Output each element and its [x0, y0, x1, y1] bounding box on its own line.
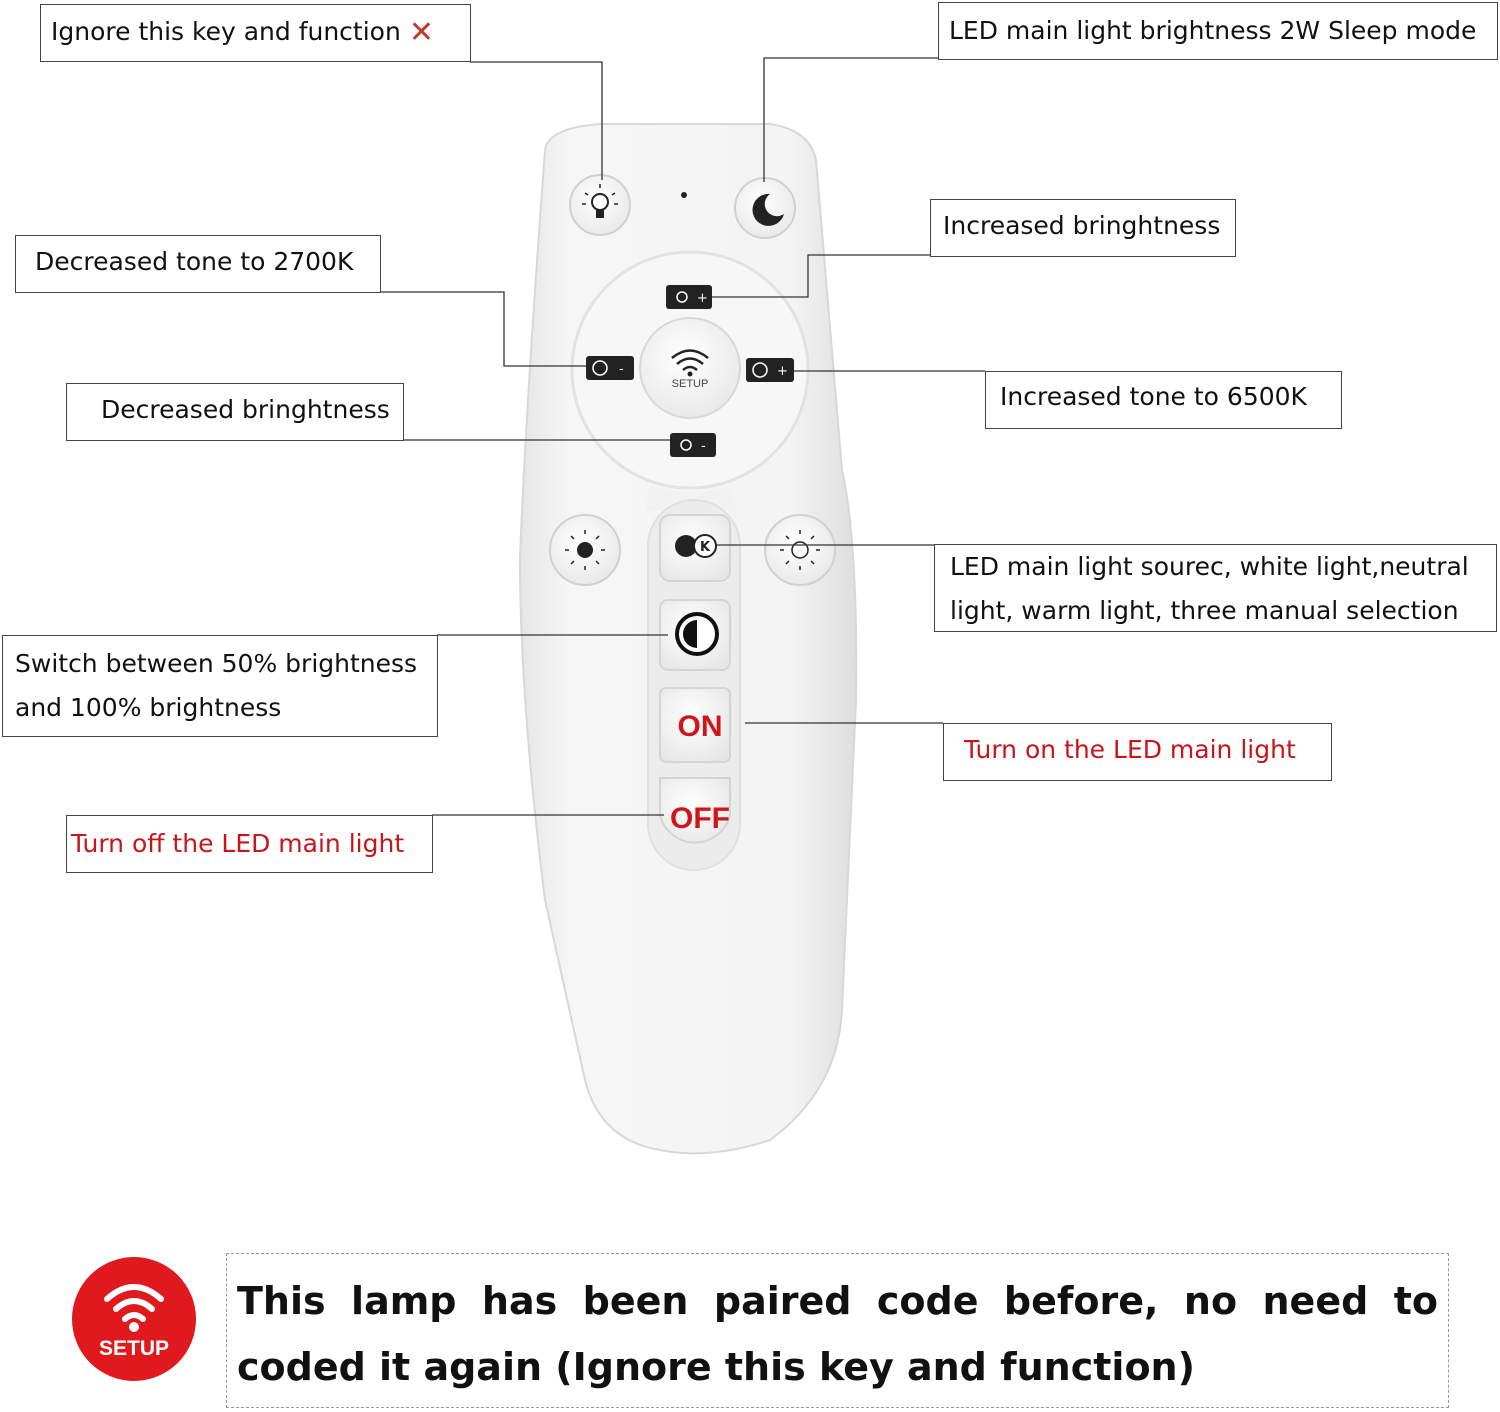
- callout-increased-tone-text: Increased tone to 6500K: [1000, 382, 1307, 411]
- svg-text:+: +: [777, 364, 788, 379]
- callout-switch-line2: and 100% brightness: [15, 693, 282, 722]
- callout-switch-brightness: [2, 635, 438, 737]
- note-text: This lamp has been paired code before, no need to coded it again (Ignore this key and function): [237, 1279, 1438, 1389]
- callout-turn-off: [66, 815, 433, 873]
- callout-decreased-brightness: [66, 383, 404, 441]
- on-button-label: ON: [677, 710, 723, 743]
- svg-text:★: ★: [754, 195, 765, 209]
- callout-turn-on-text: Turn on the LED main light: [964, 735, 1296, 764]
- callout-decreased-tone: [15, 235, 381, 293]
- callout-increased-brightness-text: Increased bringhtness: [943, 211, 1221, 240]
- callout-light-source-line2: light, warm light, three manual selection: [950, 596, 1459, 625]
- callout-ignore-key: [40, 4, 471, 62]
- callout-sleep-mode: [938, 2, 1498, 60]
- cross-icon: ✕: [408, 15, 434, 50]
- svg-text:-: -: [619, 362, 624, 377]
- callout-ignore-key-text: Ignore this key and function: [51, 17, 401, 46]
- callout-decreased-tone-text: Decreased tone to 2700K: [35, 247, 354, 276]
- wifi-icon: [72, 1257, 196, 1381]
- callout-switch-line1: Switch between 50% brightness: [15, 649, 418, 678]
- off-button-label: OFF: [670, 802, 730, 835]
- callout-turn-off-text: Turn off the LED main light: [71, 829, 405, 858]
- callout-light-source-line1: LED main light sourec, white light,neutral: [950, 552, 1469, 581]
- svg-text:+: +: [697, 291, 708, 306]
- svg-text:-: -: [701, 439, 706, 454]
- note-box: [226, 1253, 1449, 1408]
- callout-increased-brightness: [930, 199, 1236, 257]
- setup-center-label: SETUP: [671, 378, 709, 390]
- setup-badge: [72, 1257, 196, 1381]
- setup-badge-label: SETUP: [98, 1337, 169, 1360]
- svg-text:K: K: [699, 540, 711, 555]
- callout-decreased-brightness-text: Decreased bringhtness: [101, 395, 390, 424]
- callout-increased-tone: [985, 371, 1342, 429]
- callout-sleep-mode-text: LED main light brightness 2W Sleep mode: [949, 16, 1477, 45]
- callout-light-source: [934, 544, 1497, 632]
- callout-turn-on: [943, 723, 1332, 781]
